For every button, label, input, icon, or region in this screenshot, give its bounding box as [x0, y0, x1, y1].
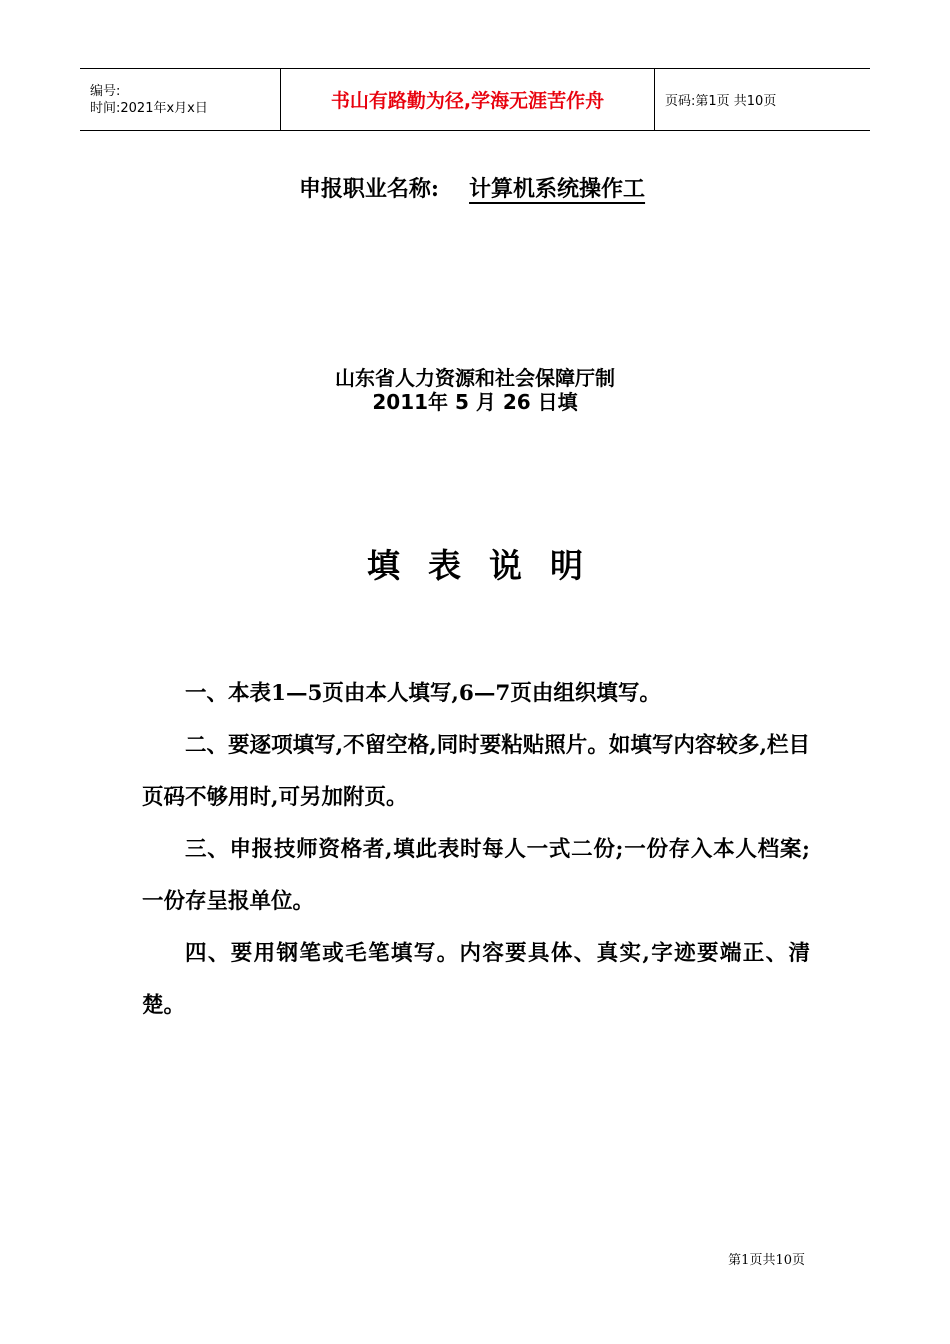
issuer-name: 山东省人力资源和社会保障厅制	[335, 366, 615, 390]
header-motto	[281, 69, 655, 130]
instructions-list	[142, 668, 810, 1032]
header-page-info	[655, 69, 870, 130]
instruction-item: 一、本表1—5页由本人填写,6—7页由组织填写。	[185, 681, 661, 706]
issuer-block	[0, 366, 950, 414]
occupation-value: 计算机系统操作工	[469, 176, 646, 202]
instructions-heading: 填表说明	[367, 546, 611, 585]
page-header	[80, 68, 870, 131]
fill-date: 2011年 5 月 26 日填	[372, 390, 578, 414]
page-info-text: 页码:第1页 共10页	[665, 94, 777, 109]
instruction-item: 三、申报技师资格者,填此表时每人一式二份;一份存入本人档案;一份存呈报单位。	[142, 837, 810, 914]
header-meta	[80, 69, 281, 130]
instruction-item: 二、要逐项填写,不留空格,同时要粘贴照片。如填写内容较多,栏目页码不够用时,可另加附页。	[142, 733, 810, 810]
motto-text: 书山有路勤为径,学海无涯苦作舟	[330, 90, 605, 112]
time-label: 时间:2021年x月x日	[90, 100, 208, 116]
occupation-line	[0, 172, 950, 203]
instruction-item: 四、要用钢笔或毛笔填写。内容要具体、真实,字迹要端正、清楚。	[142, 941, 810, 1018]
occupation-label: 申报职业名称:	[298, 176, 440, 202]
page-footer: 第1页共10页	[728, 1253, 805, 1268]
number-label: 编号:	[90, 83, 121, 99]
